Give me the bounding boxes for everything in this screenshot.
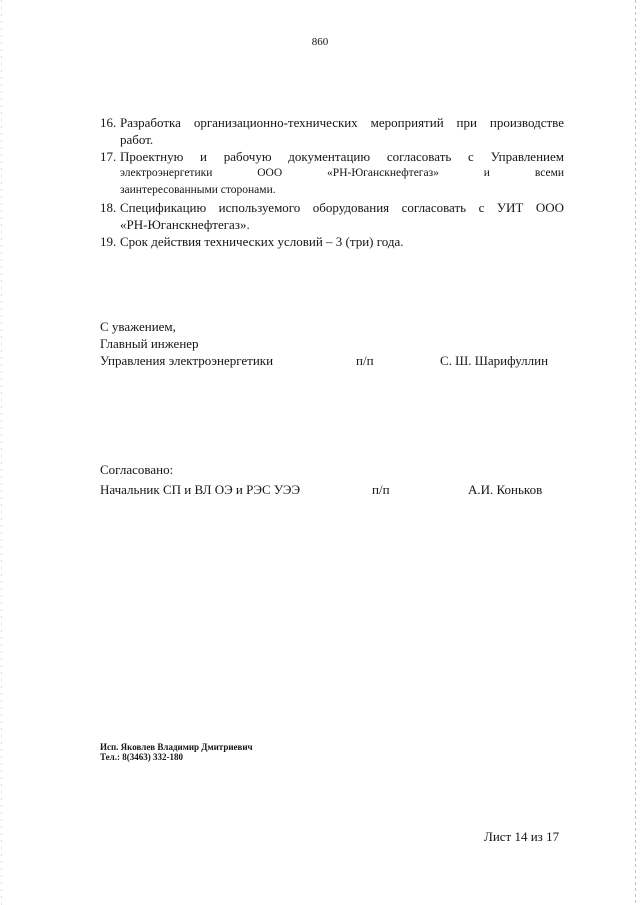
sheet-counter: Лист 14 из 17: [484, 829, 560, 844]
item-text: [120, 233, 564, 250]
regards-text: С уважением,: [100, 319, 176, 334]
list-item: [100, 199, 564, 233]
item-number: 17.: [100, 149, 117, 164]
signatory-name: А.И. Коньков: [468, 482, 543, 497]
executor-name: Исп. Яковлев Владимир Дмитриевич: [100, 742, 253, 752]
conditions-list: [100, 114, 564, 250]
item-line: электроэнергетики ООО «РН-Юганскнефтегаз» и всеми: [120, 167, 564, 179]
position-line: Управления электроэнергетики: [100, 353, 274, 368]
item-line: Срок действия технических условий – 3 (три) года.: [120, 234, 404, 249]
item-text: [120, 199, 564, 233]
agreed-label: Согласовано:: [100, 462, 174, 477]
list-item: [100, 233, 564, 250]
list-item: [100, 148, 564, 199]
page-number: 860: [311, 36, 329, 48]
item-text: [120, 114, 564, 148]
item-line: «РН-Юганскнефтегаз».: [120, 217, 250, 232]
item-number: 16.: [100, 115, 117, 130]
position-line: Главный инженер: [100, 336, 199, 351]
list-item: [100, 114, 564, 148]
item-line: Проектную и рабочую документацию согласовать с Управлением: [120, 149, 564, 164]
item-number: 19.: [100, 234, 117, 249]
item-line: Спецификацию используемого оборудования согласовать с УИТ ООО: [120, 200, 564, 215]
signature-mark: п/п: [356, 353, 374, 368]
item-number: 18.: [100, 200, 117, 215]
item-line: Разработка организационно-технических мероприятий при производстве: [120, 115, 564, 130]
executor-phone: Тел.: 8(3463) 332-180: [100, 752, 183, 762]
signatory-name: С. Ш. Шарифуллин: [440, 353, 549, 368]
executor-block: [100, 742, 253, 762]
agreed-position: Начальник СП и ВЛ ОЭ и РЭС УЭЭ: [100, 482, 301, 497]
item-line: заинтересованными сторонами.: [120, 184, 276, 196]
signature-mark: п/п: [372, 482, 390, 497]
item-text: [120, 148, 564, 199]
item-line: работ.: [120, 132, 154, 147]
scan-edge-right: [635, 0, 636, 905]
scan-edge-left: [1, 0, 2, 905]
closing-block: [100, 318, 199, 352]
